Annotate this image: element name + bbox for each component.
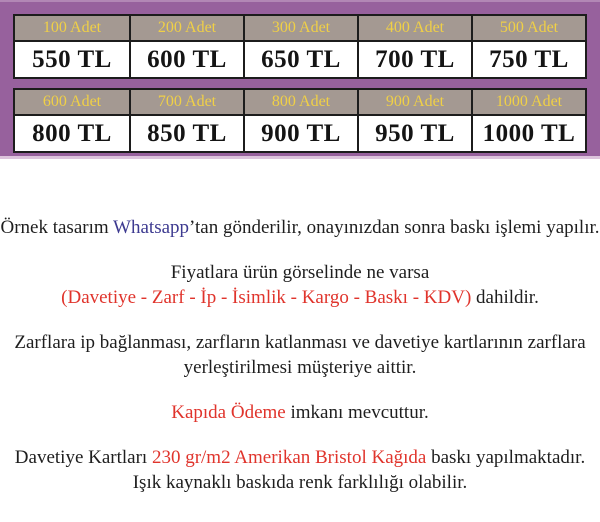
price-cell: 950 TL bbox=[359, 116, 471, 151]
price-column bbox=[357, 16, 471, 77]
quantity-header-cell: 600 Adet bbox=[15, 90, 129, 116]
note-paper-pre: Davetiye Kartları bbox=[14, 447, 152, 468]
note-envelope-line2: yerleştirilmesi müşteriye aittir. bbox=[183, 357, 417, 378]
price-column bbox=[471, 90, 585, 151]
quantity-header-cell: 1000 Adet bbox=[473, 90, 585, 116]
quantity-header-cell: 300 Adet bbox=[245, 16, 357, 42]
quantity-header-cell: 500 Adet bbox=[473, 16, 585, 42]
price-cell: 700 TL bbox=[359, 42, 471, 77]
note-whatsapp-pre: Örnek tasarım bbox=[0, 217, 114, 238]
note-envelope-line1: Zarflara ip bağlanması, zarfların katlanması ve davetiye kartlarının zarflara bbox=[14, 332, 586, 353]
note-whatsapp-post: ’tan gönderilir, onayınızdan sonra baskı işlemi yapılır. bbox=[189, 217, 600, 238]
note-included-suffix: dahildir. bbox=[471, 287, 539, 308]
price-cell: 750 TL bbox=[473, 42, 585, 77]
note-included-line1: Fiyatlara ürün görselinde ne varsa bbox=[170, 262, 430, 283]
note-payment bbox=[0, 400, 600, 425]
note-color-warning: Işık kaynaklı baskıda renk farklılığı olabilir. bbox=[132, 472, 468, 493]
price-table-100-500 bbox=[13, 14, 587, 79]
quantity-header-cell: 100 Adet bbox=[15, 16, 129, 42]
note-payment-highlight: Kapıda Ödeme bbox=[171, 402, 286, 423]
price-column bbox=[15, 90, 129, 151]
quantity-header-cell: 400 Adet bbox=[359, 16, 471, 42]
whatsapp-label: Whatsapp bbox=[113, 217, 190, 238]
price-column bbox=[357, 90, 471, 151]
price-cell: 850 TL bbox=[131, 116, 243, 151]
note-paper-highlight: 230 gr/m2 Amerikan Bristol Kağıda bbox=[151, 447, 427, 468]
note-payment-suffix: imkanı mevcuttur. bbox=[285, 402, 429, 423]
note-whatsapp bbox=[0, 215, 600, 240]
price-table-600-1000 bbox=[13, 88, 587, 153]
price-column bbox=[471, 16, 585, 77]
quantity-header-cell: 200 Adet bbox=[131, 16, 243, 42]
price-cell: 550 TL bbox=[15, 42, 129, 77]
price-cell: 600 TL bbox=[131, 42, 243, 77]
price-column bbox=[129, 16, 243, 77]
price-cell: 650 TL bbox=[245, 42, 357, 77]
price-column bbox=[129, 90, 243, 151]
note-paper bbox=[0, 445, 600, 495]
pricing-banner bbox=[0, 0, 600, 159]
note-included-items: (Davetiye - Zarf - İp - İsimlik - Kargo - Baskı - KDV) bbox=[61, 287, 472, 308]
price-cell: 800 TL bbox=[15, 116, 129, 151]
note-paper-post: baskı yapılmaktadır. bbox=[426, 447, 586, 468]
note-envelope bbox=[0, 330, 600, 380]
price-column bbox=[15, 16, 129, 77]
quantity-header-cell: 800 Adet bbox=[245, 90, 357, 116]
quantity-header-cell: 700 Adet bbox=[131, 90, 243, 116]
price-column bbox=[243, 16, 357, 77]
note-included bbox=[0, 260, 600, 310]
price-cell: 900 TL bbox=[245, 116, 357, 151]
info-notes bbox=[0, 159, 600, 495]
quantity-header-cell: 900 Adet bbox=[359, 90, 471, 116]
price-column bbox=[243, 90, 357, 151]
price-cell: 1000 TL bbox=[473, 116, 585, 151]
